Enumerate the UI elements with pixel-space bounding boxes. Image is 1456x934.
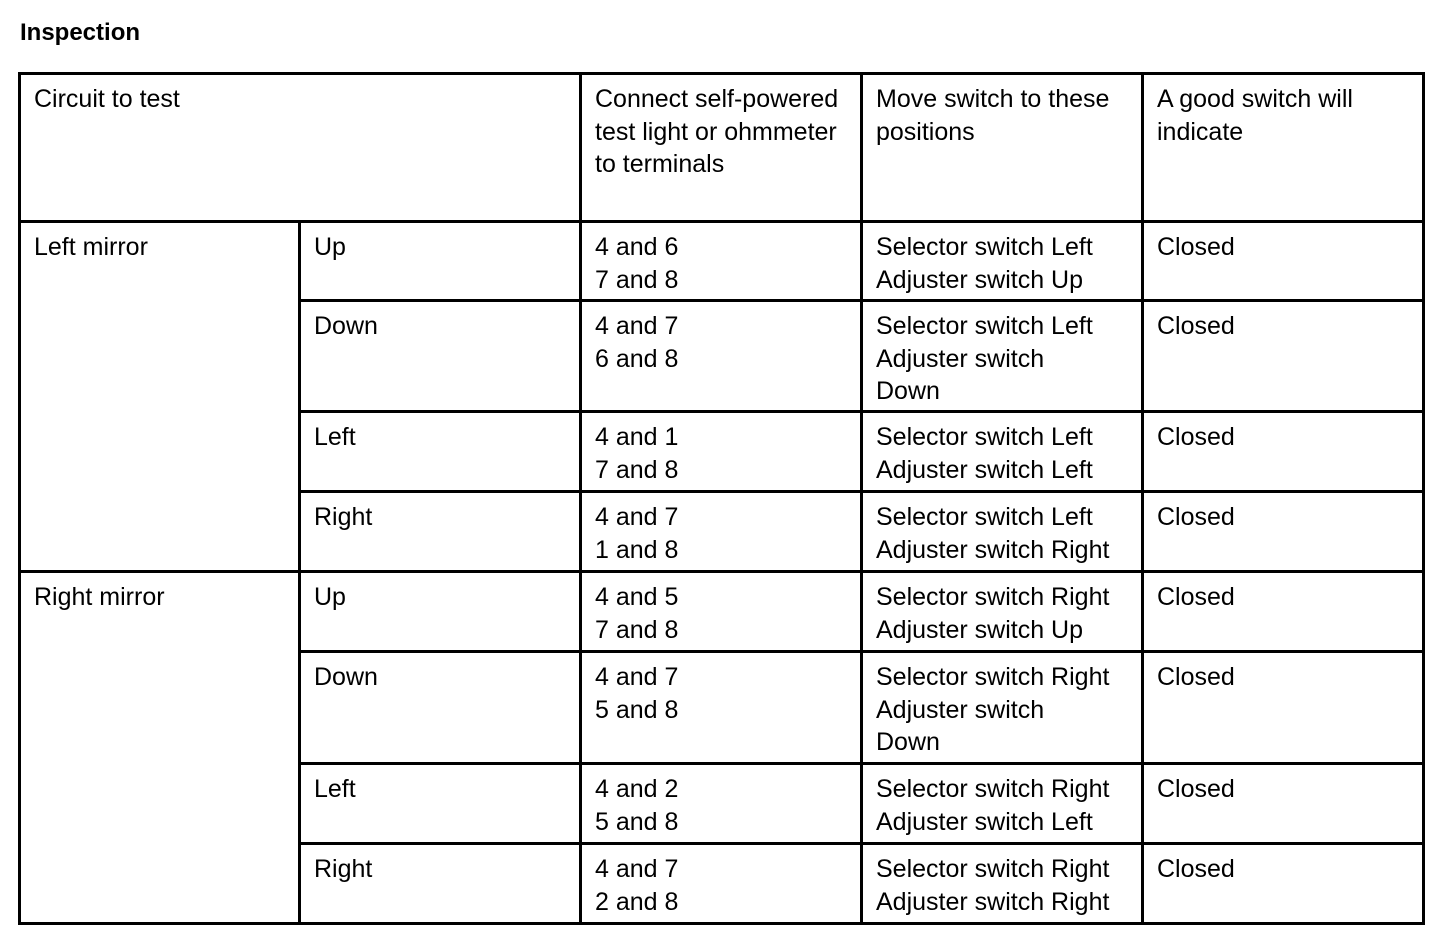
positions-cell [862,222,1143,301]
terminals-cell [581,222,862,301]
table-body [20,222,1424,924]
positions-cell [862,764,1143,844]
terminals-cell-line: 7 and 8 [595,265,679,294]
positions-cell [862,844,1143,924]
terminals-cell [581,764,862,844]
positions-cell-line: Selector switch Right [876,855,1110,883]
result-cell: Closed [1143,301,1424,412]
terminals-cell [581,412,862,492]
result-cell: Closed [1143,572,1424,652]
terminals-cell-line: 4 and 7 [595,503,679,531]
terminals-cell [581,844,862,924]
positions-cell-line: Adjuster switch Left [876,807,1093,836]
terminals-cell-line: 6 and 8 [595,344,679,373]
circuit-group-cell: Left mirror [20,222,300,572]
direction-cell: Left [300,764,581,844]
positions-cell-line: Adjuster switch [876,344,1045,373]
header-row [20,74,1424,222]
result-cell: Closed [1143,412,1424,492]
terminals-cell-line: 4 and 7 [595,312,679,340]
positions-cell-line: Adjuster switch Up [876,265,1084,294]
terminals-cell-line: 4 and 2 [595,775,679,803]
result-cell: Closed [1143,764,1424,844]
positions-cell [862,412,1143,492]
positions-cell-line: Selector switch Left [876,503,1093,531]
terminals-cell-line: 7 and 8 [595,455,679,484]
positions-cell-line: Adjuster switch Left [876,455,1093,484]
header-circuit: Circuit to test [20,74,581,222]
result-cell: Closed [1143,222,1424,301]
positions-cell-line: Adjuster switch Up [876,615,1084,644]
table-row [20,572,1424,652]
result-cell: Closed [1143,492,1424,572]
terminals-cell-line: 4 and 6 [595,233,679,261]
positions-cell [862,652,1143,764]
terminals-cell [581,301,862,412]
positions-cell-line: Down [876,728,940,756]
direction-cell: Down [300,301,581,412]
terminals-cell [581,492,862,572]
positions-cell-line: Down [876,377,940,405]
circuit-group-cell: Right mirror [20,572,300,924]
terminals-cell-line: 4 and 5 [595,583,679,611]
terminals-cell-line: 5 and 8 [595,807,679,836]
header-move: Move switch to these positions [862,74,1143,222]
table-row [20,222,1424,301]
terminals-cell-line: 7 and 8 [595,615,679,644]
terminals-cell-line: 1 and 8 [595,535,679,564]
terminals-cell [581,652,862,764]
positions-cell-line: Selector switch Left [876,312,1093,340]
direction-cell: Right [300,844,581,924]
positions-cell-line: Selector switch Right [876,583,1110,611]
terminals-cell-line: 4 and 7 [595,855,679,883]
result-cell: Closed [1143,652,1424,764]
positions-cell-line: Selector switch Left [876,423,1093,451]
inspection-table [18,72,1425,925]
direction-cell: Down [300,652,581,764]
header-connect: Connect self-powered test light or ohmmeter to terminals [581,74,862,222]
terminals-cell [581,572,862,652]
terminals-cell-line: 4 and 1 [595,423,679,451]
direction-cell: Up [300,572,581,652]
section-title: Inspection [20,19,141,46]
direction-cell: Left [300,412,581,492]
terminals-cell-line: 5 and 8 [595,695,679,724]
positions-cell [862,301,1143,412]
header-indicate: A good switch will indicate [1143,74,1424,222]
positions-cell-line: Selector switch Left [876,233,1093,261]
positions-cell-line: Adjuster switch Right [876,535,1110,564]
positions-cell-line: Selector switch Right [876,775,1110,803]
direction-cell: Up [300,222,581,301]
positions-cell-line: Selector switch Right [876,663,1110,691]
positions-cell-line: Adjuster switch [876,695,1045,724]
terminals-cell-line: 4 and 7 [595,663,679,691]
terminals-cell-line: 2 and 8 [595,887,679,916]
result-cell: Closed [1143,844,1424,924]
positions-cell [862,492,1143,572]
positions-cell-line: Adjuster switch Right [876,887,1110,916]
direction-cell: Right [300,492,581,572]
positions-cell [862,572,1143,652]
